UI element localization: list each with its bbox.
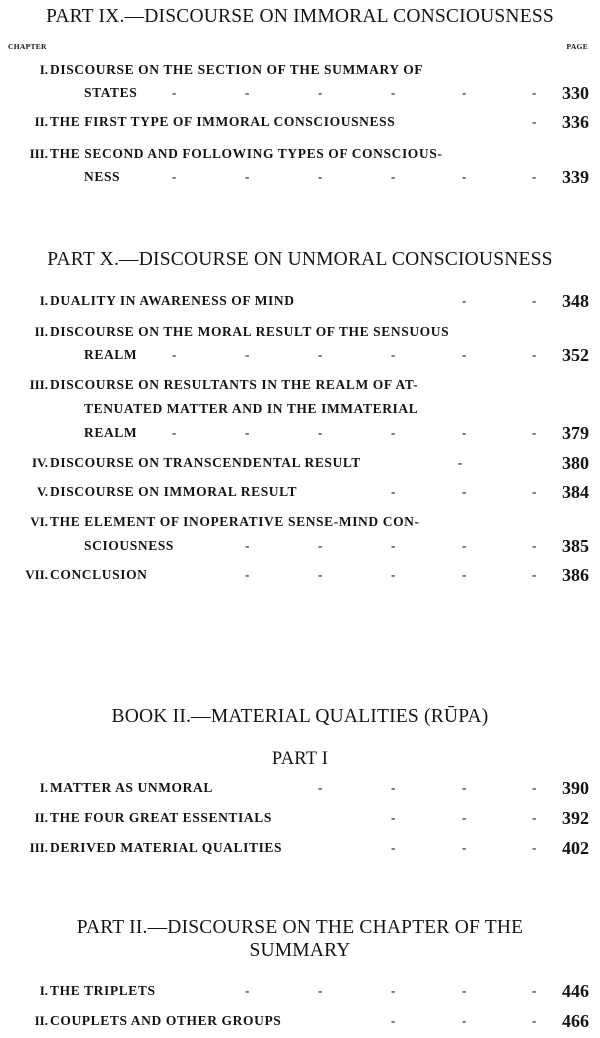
part-i-heading: PART I — [271, 749, 329, 769]
leader-dot: - — [318, 347, 323, 362]
leader-dots — [0, 563, 600, 587]
toc-entry — [0, 1009, 600, 1033]
chapter-title: DERIVED MATERIAL QUALITIES — [50, 840, 283, 855]
leader-dot: - — [458, 455, 463, 470]
leader-dot: - — [532, 810, 537, 825]
chapter-title: DISCOURSE ON IMMORAL RESULT — [50, 484, 298, 499]
leader-dot: - — [318, 425, 323, 440]
leader-dots — [0, 1009, 600, 1033]
toc-entry — [0, 510, 600, 534]
leader-dots — [0, 81, 600, 105]
chapter-title: DISCOURSE ON RESULTANTS IN THE REALM OF AT- — [50, 377, 419, 392]
leader-dot: - — [532, 347, 537, 362]
leader-dot: - — [245, 85, 250, 100]
toc-entry — [0, 979, 600, 1003]
leader-dot: - — [462, 484, 467, 499]
leader-dot: - — [318, 169, 323, 184]
toc-entry-continuation — [0, 81, 600, 105]
leader-dots — [0, 421, 600, 445]
chapter-title: DISCOURSE ON THE MORAL RESULT OF THE SENSUOUS — [50, 324, 450, 339]
toc-entry-continuation — [0, 343, 600, 367]
chapter-title: DISCOURSE ON TRANSCENDENTAL RESULT — [50, 455, 361, 470]
page-number: 402 — [562, 838, 589, 858]
chapter-number: IV. — [31, 455, 48, 470]
toc-entry-continuation — [0, 165, 600, 189]
leader-dot: - — [318, 85, 323, 100]
chapter-title: THE ELEMENT OF INOPERATIVE SENSE-MIND CON- — [50, 514, 420, 529]
page-number: 330 — [562, 83, 589, 103]
page-number: 386 — [562, 565, 589, 585]
toc-entry — [0, 373, 600, 397]
chapter-number: I. — [39, 62, 48, 77]
leader-dots — [0, 343, 600, 367]
leader-dot: - — [532, 293, 537, 308]
leader-dot: - — [391, 538, 396, 553]
chapter-number: III. — [29, 840, 48, 855]
leader-dot: - — [245, 347, 250, 362]
leader-dot: - — [462, 983, 467, 998]
chapter-column-header: CHAPTER — [8, 42, 47, 51]
chapter-number: II. — [34, 810, 48, 825]
toc-entry-continuation — [0, 397, 600, 421]
leader-dot: - — [462, 567, 467, 582]
page-number: 384 — [562, 482, 589, 502]
chapter-title: DISCOURSE ON THE SECTION OF THE SUMMARY OF — [50, 62, 424, 77]
part-ii-heading-continued: SUMMARY — [249, 940, 351, 961]
leader-dot: - — [391, 347, 396, 362]
leader-dot: - — [245, 425, 250, 440]
leader-dot: - — [245, 538, 250, 553]
chapter-title: THE FIRST TYPE OF IMMORAL CONSCIOUSNESS — [50, 114, 396, 129]
toc-entry — [0, 480, 600, 504]
leader-dots — [0, 480, 600, 504]
page-number: 390 — [562, 778, 589, 798]
toc-entry — [0, 563, 600, 587]
leader-dot: - — [532, 484, 537, 499]
leader-dot: - — [532, 567, 537, 582]
page-number: 336 — [562, 112, 589, 132]
chapter-number: III. — [29, 146, 48, 161]
leader-dot: - — [391, 810, 396, 825]
chapter-title-continued: STATES — [84, 85, 138, 100]
leader-dot: - — [391, 567, 396, 582]
toc-entry — [0, 451, 600, 475]
chapter-number: V. — [37, 484, 48, 499]
leader-dot: - — [462, 810, 467, 825]
chapter-number: VII. — [25, 567, 48, 582]
chapter-number: I. — [39, 983, 48, 998]
leader-dot: - — [532, 840, 537, 855]
leader-dot: - — [462, 293, 467, 308]
leader-dot: - — [462, 840, 467, 855]
toc-entry-continuation — [0, 534, 600, 558]
part-x-heading: PART X.—DISCOURSE ON UNMORAL CONSCIOUSNESS — [47, 249, 553, 270]
chapter-number: VI. — [30, 514, 48, 529]
leader-dot: - — [172, 347, 177, 362]
chapter-title-continued: SCIOUSNESS — [84, 538, 175, 553]
toc-entry — [0, 806, 600, 830]
leader-dot: - — [462, 425, 467, 440]
toc-entry-continuation — [0, 421, 600, 445]
leader-dot: - — [318, 567, 323, 582]
book-ii-heading: BOOK II.—MATERIAL QUALITIES (RŪPA) — [111, 706, 489, 727]
page-number: 339 — [562, 167, 589, 187]
chapter-number: II. — [34, 114, 48, 129]
chapter-title: MATTER AS UNMORAL — [50, 780, 213, 795]
leader-dots — [0, 289, 600, 313]
leader-dot: - — [172, 425, 177, 440]
leader-dot: - — [391, 1013, 396, 1028]
leader-dot: - — [462, 1013, 467, 1028]
leader-dot: - — [172, 169, 177, 184]
page-number: 392 — [562, 808, 589, 828]
toc-entry — [0, 58, 600, 82]
chapter-title: THE SECOND AND FOLLOWING TYPES OF CONSCIOUS- — [50, 146, 443, 161]
chapter-title: THE TRIPLETS — [50, 983, 156, 998]
page-number: 466 — [562, 1011, 589, 1031]
leader-dot: - — [245, 567, 250, 582]
chapter-number: I. — [39, 780, 48, 795]
toc-entry — [0, 776, 600, 800]
toc-entry — [0, 836, 600, 860]
chapter-title-continued: REALM — [84, 347, 138, 362]
leader-dot: - — [462, 85, 467, 100]
chapter-number: III. — [29, 377, 48, 392]
leader-dots — [0, 165, 600, 189]
chapter-title-continued: NESS — [84, 169, 121, 184]
leader-dots — [0, 806, 600, 830]
leader-dot: - — [532, 169, 537, 184]
leader-dot: - — [318, 780, 323, 795]
page-number: 379 — [562, 423, 589, 443]
toc-entry — [0, 289, 600, 313]
part-ix-heading: PART IX.—DISCOURSE ON IMMORAL CONSCIOUSNESS — [46, 6, 554, 27]
leader-dot: - — [391, 484, 396, 499]
leader-dots — [0, 534, 600, 558]
page-number: 380 — [562, 453, 589, 473]
part-ii-heading: PART II.—DISCOURSE ON THE CHAPTER OF THE — [76, 917, 524, 938]
leader-dot: - — [532, 1013, 537, 1028]
leader-dot: - — [391, 780, 396, 795]
toc-entry — [0, 320, 600, 344]
leader-dot: - — [391, 85, 396, 100]
leader-dot: - — [462, 538, 467, 553]
leader-dot: - — [532, 538, 537, 553]
page-number: 348 — [562, 291, 589, 311]
leader-dot: - — [391, 840, 396, 855]
leader-dot: - — [391, 983, 396, 998]
page-number: 446 — [562, 981, 589, 1001]
leader-dot: - — [532, 983, 537, 998]
chapter-number: I. — [39, 293, 48, 308]
leader-dot: - — [391, 425, 396, 440]
page-column-header: PAGE — [566, 42, 588, 51]
page-number: 352 — [562, 345, 589, 365]
leader-dot: - — [245, 983, 250, 998]
chapter-title: CONCLUSION — [50, 567, 148, 582]
leader-dot: - — [462, 347, 467, 362]
leader-dot: - — [532, 114, 537, 129]
chapter-title-continued: REALM — [84, 425, 138, 440]
leader-dot: - — [172, 85, 177, 100]
toc-entry — [0, 142, 600, 166]
leader-dot: - — [462, 780, 467, 795]
leader-dot: - — [391, 169, 396, 184]
chapter-title: COUPLETS AND OTHER GROUPS — [50, 1013, 282, 1028]
leader-dots — [0, 776, 600, 800]
leader-dot: - — [318, 983, 323, 998]
chapter-title: DUALITY IN AWARENESS OF MIND — [50, 293, 295, 308]
chapter-number: II. — [34, 1013, 48, 1028]
chapter-title: THE FOUR GREAT ESSENTIALS — [50, 810, 272, 825]
leader-dots — [0, 979, 600, 1003]
toc-entry — [0, 110, 600, 134]
leader-dot: - — [318, 538, 323, 553]
leader-dot: - — [532, 425, 537, 440]
leader-dot: - — [245, 169, 250, 184]
leader-dot: - — [532, 780, 537, 795]
leader-dots — [0, 836, 600, 860]
leader-dots — [0, 110, 600, 134]
leader-dot: - — [462, 169, 467, 184]
page-number: 385 — [562, 536, 589, 556]
chapter-number: II. — [34, 324, 48, 339]
leader-dots — [0, 451, 600, 475]
chapter-title-continued: TENUATED MATTER AND IN THE IMMATERIAL — [84, 401, 419, 416]
leader-dot: - — [532, 85, 537, 100]
